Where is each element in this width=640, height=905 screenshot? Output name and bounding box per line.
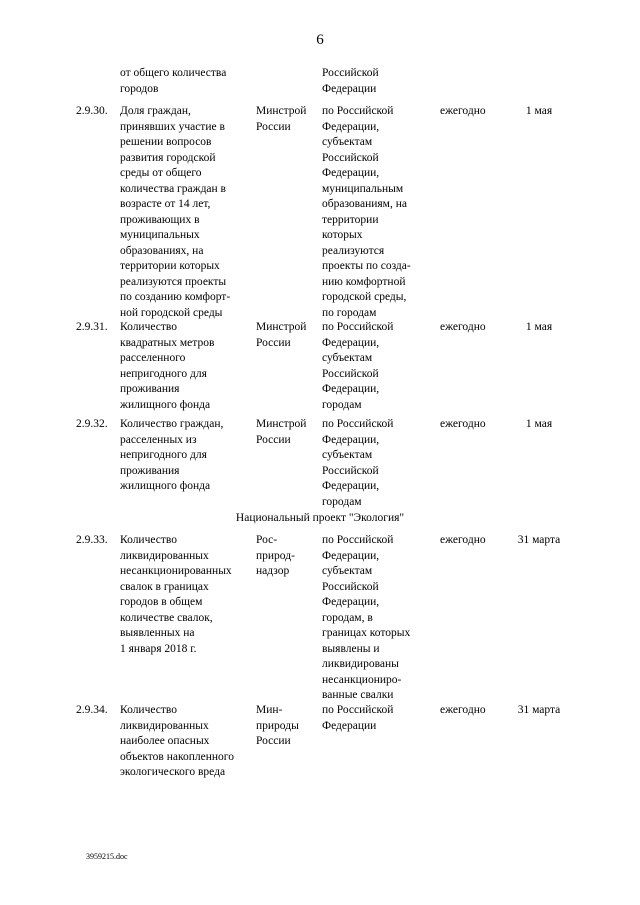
indicator-name: Количество ликвидированных несанкционированных свалок в границах городов в общем количестве свалок, выявленных на 1 января 2018 г. [120,534,232,655]
submission-date: 31 марта [517,534,561,546]
aggregation-level: по Российской Федерации [322,704,394,732]
aggregation-level: по Российской Федерации, субъектам Российской Федерации, городам, в границах которых выявлены и ликвидированы несанкциониро- ванные свалки [322,534,411,701]
row-number: 2.9.33. [76,534,108,546]
table-row [0,417,640,526]
periodicity: ежегодно [440,534,486,546]
table-row [0,703,640,812]
submission-date: 1 мая [525,418,553,430]
aggregation-level: по Российской Федерации, субъектам Российской Федерации, городам [322,321,394,411]
indicator-name: Количество граждан, расселенных из непригодного для проживания жилищного фонда [120,418,224,492]
row-number: 2.9.30. [76,105,108,117]
indicator-name: Доля граждан, принявших участие в решении вопросов развития городской среды от общего количества граждан в возрасте от 14 лет, проживающих в муниципальных образованиях, на территории которых реализуются проекты по созданию комфорт- ной городской среды [120,105,231,319]
submission-date: 1 мая [525,321,553,333]
periodicity: ежегодно [440,321,486,333]
page-number: 6 [316,32,324,48]
periodicity: ежегодно [440,418,486,430]
table-row [0,104,640,319]
row-number: 2.9.32. [76,418,108,430]
responsible-agency: Рос- природ- надзор [256,534,295,577]
indicator-name: Количество квадратных метров расселенного непригодного для проживания жилищного фонда [120,321,215,411]
indicator-name: от общего количества городов [120,67,227,95]
aggregation-level: по Российской Федерации, субъектам Российской Федерации, городам [322,418,394,508]
document-file-code: 3959215.doc [86,852,128,861]
aggregation-level: по Российской Федерации, субъектам Российской Федерации, муниципальным образованиям, на территории которых реализуются проекты по созда- нию комфортной городской среды, по городам [322,105,411,319]
responsible-agency: Минстрой России [256,418,307,446]
submission-date: 31 марта [517,704,561,716]
responsible-agency: Минстрой России [256,105,307,133]
responsible-agency: Мин- природы России [256,704,299,747]
responsible-agency: Минстрой России [256,321,307,349]
row-number: 2.9.34. [76,704,108,716]
aggregation-level: Российской Федерации [322,67,379,95]
table-row [0,533,640,701]
periodicity: ежегодно [440,105,486,117]
submission-date: 1 мая [525,105,553,117]
row-number: 2.9.31. [76,321,108,333]
indicator-name: Количество ликвидированных наиболее опасных объектов накопленного экологического вреда [120,704,234,778]
table-row [0,320,640,429]
periodicity: ежегодно [440,704,486,716]
section-title: Национальный проект "Экология" [235,512,405,524]
